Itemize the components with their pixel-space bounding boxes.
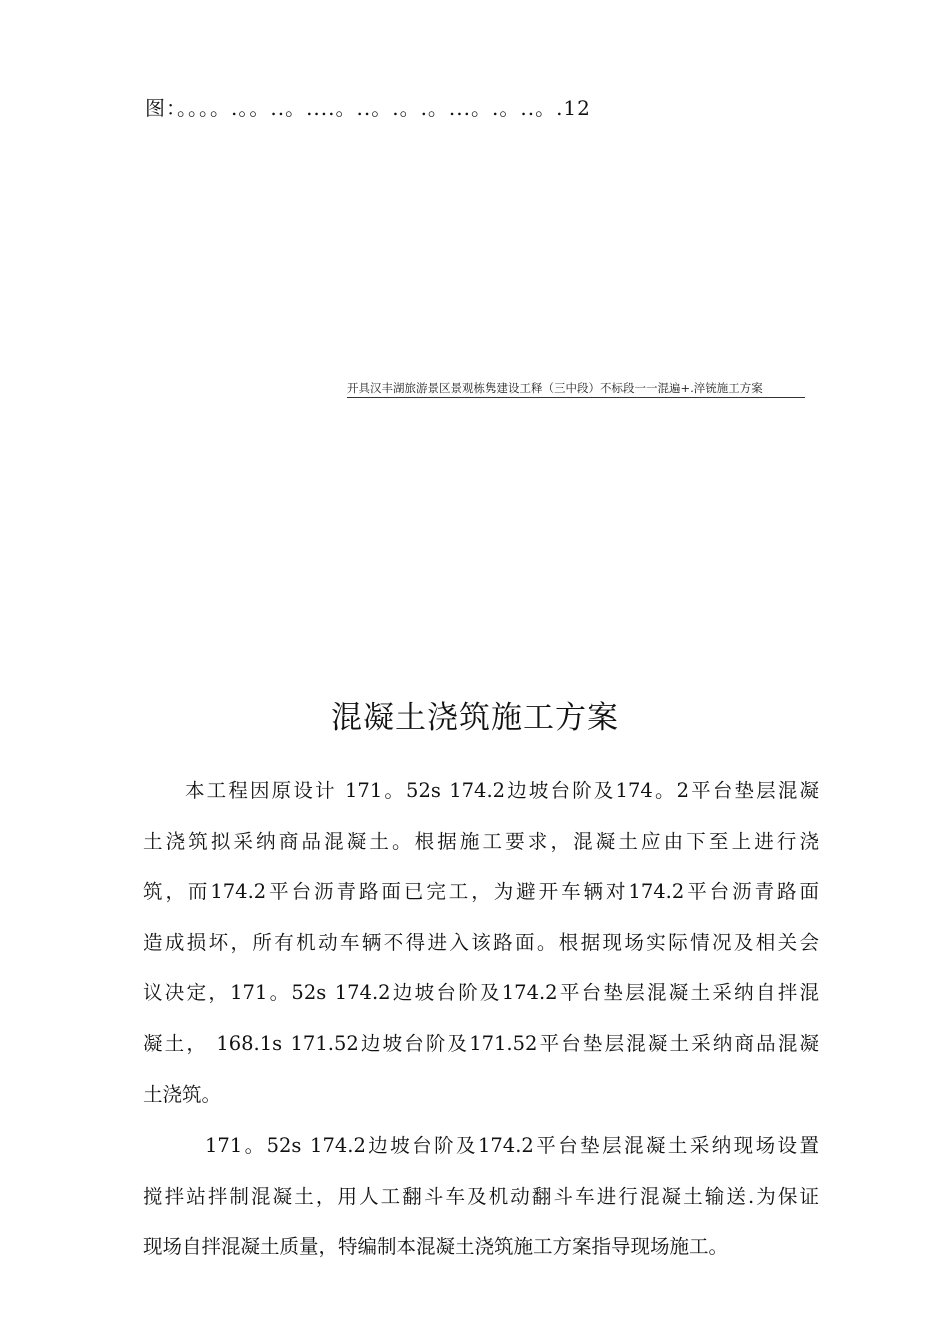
paragraph-line: 凝土， 168.1s 171.52边坡台阶及171.52平台垫层混凝土采纳商品混凝 (143, 1031, 819, 1055)
toc-entry: 图：。。。。.。。..。....。..。.。.。...。.。..。.12 (145, 96, 591, 120)
document-title: 混凝土浇筑施工方案 (331, 700, 619, 736)
body-paragraph-1 (143, 766, 819, 1120)
body-paragraph-2 (143, 1121, 819, 1273)
paragraph-line: 土浇筑。 (143, 1082, 222, 1106)
paragraph-line: 现场自拌混凝土质量，特编制本混凝土浇筑施工方案指导现场施工。 (143, 1235, 729, 1259)
paragraph-line: 搅拌站拌制混凝土，用人工翻斗车及机动翻斗车进行混凝土输送.为保证 (143, 1184, 819, 1208)
paragraph-line: 造成损坏，所有机动车辆不得进入该路面。根据现场实际情况及相关会 (143, 930, 819, 954)
paragraph-line: 本工程因原设计 171。52s 174.2边坡台阶及174。2平台垫层混凝 (185, 779, 819, 802)
running-header: 开具汉丰湖旅游景区景观栋隽建设工释（三中段）不标段一一混遍+.淬铳施工方案 (347, 380, 805, 398)
paragraph-line: 土浇筑拟采纳商品混凝土。根据施工要求，混凝土应由下至上进行浇 (143, 829, 819, 853)
paragraph-line: 171。52s 174.2边坡台阶及174.2平台垫层混凝土采纳现场设置 (205, 1134, 819, 1157)
paragraph-line: 议决定，171。52s 174.2边坡台阶及174.2平台垫层混凝土采纳自拌混 (143, 981, 819, 1005)
paragraph-line: 筑，而174.2平台沥青路面已完工，为避开车辆对174.2平台沥青路面 (143, 880, 819, 904)
